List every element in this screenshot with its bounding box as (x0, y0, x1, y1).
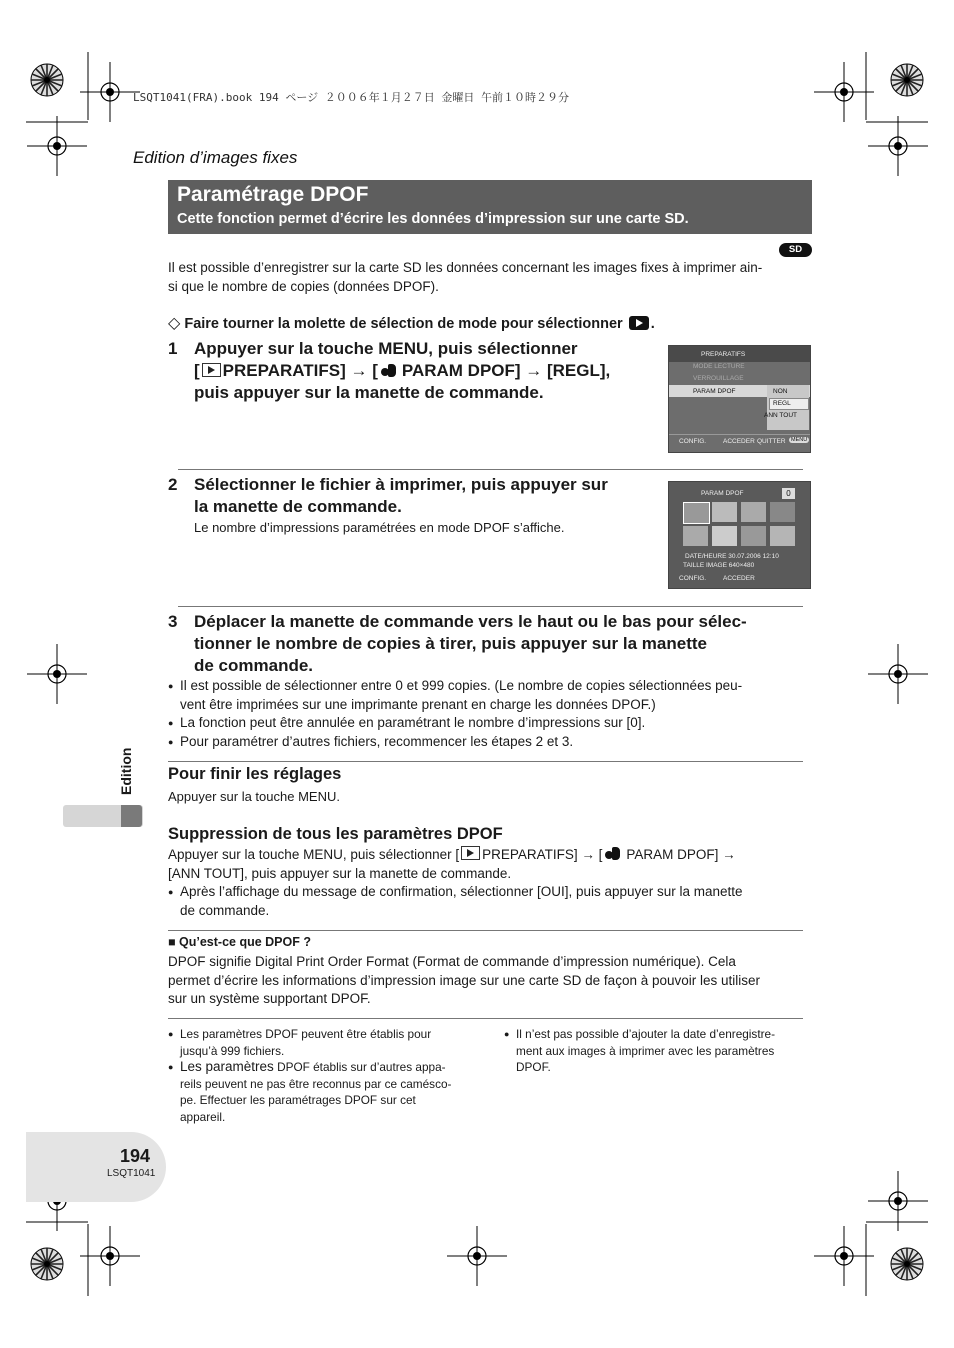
note-2-line-1 (180, 1059, 488, 1076)
section-title: Edition d’images fixes (133, 148, 298, 167)
finish-text: Appuyer sur la touche MENU. (168, 789, 340, 804)
print-icon (605, 847, 623, 861)
bullet-1-line-2: vent être imprimées sur une imprimante prenant en charge les données DPOF.) (180, 696, 656, 712)
step-1 (168, 338, 658, 404)
note-2-line-3: pe. Effectuer les paramétrages DPOF sur cet (180, 1093, 416, 1107)
preface-end: . (650, 316, 655, 332)
page-number: 194 (120, 1146, 151, 1166)
step-2-description: Le nombre d’impressions paramétrées en mode DPOF s’affiche. (194, 520, 565, 535)
menu-item-verrouillage: VERROUILLAGE (693, 375, 744, 382)
date-value: 30.07.2006 12:10 (728, 553, 779, 560)
bullet-1-line-1: ● Il est possible de sélectionner entre 0 et 999 copies. (Le nombre de copies sélectionnées peu- (180, 678, 743, 693)
size-row (683, 562, 754, 569)
divider (178, 469, 803, 470)
intro-line-2: si que le nombre de copies (données DPOF). (168, 279, 439, 294)
list-item (168, 1059, 488, 1125)
list-item (504, 1026, 814, 1076)
note-2-small: DPOF établis sur d’autres appa- (273, 1060, 446, 1074)
print-icon (381, 364, 399, 378)
list-item (168, 1026, 488, 1059)
divider (168, 1018, 803, 1019)
suppression-text (168, 846, 813, 920)
note-2-line-2: reils peuvent ne pas être reconnus par ce camésco- (180, 1076, 452, 1091)
step-3-bullets (168, 677, 808, 751)
qa-heading: ■ Qu’est-ce que DPOF ? (168, 935, 311, 949)
divider (168, 930, 803, 931)
footer-acceder: ACCEDER (723, 438, 755, 445)
date-label: DATE/HEURE (685, 553, 727, 560)
divider (168, 761, 803, 762)
page-number-box (26, 1132, 166, 1202)
qa-line-1: DPOF signifie Digital Print Order Format (Format de commande d’impression numérique). Cela (168, 954, 736, 969)
playback-mode-icon (202, 363, 221, 377)
playback-mode-icon (461, 846, 480, 860)
notes-left (168, 1026, 488, 1125)
preface-instruction (168, 314, 655, 334)
note-2-line-4: appareil. (180, 1109, 226, 1124)
step-1-param: PARAM DPOF] → [REGL], (401, 361, 611, 380)
suppression-l1c: PARAM DPOF] → (626, 847, 736, 862)
menu-screenshot (668, 345, 811, 453)
date-row (685, 553, 779, 560)
footer-quitter: QUITTER (757, 438, 786, 445)
dpof-screen-title: PARAM DPOF (701, 490, 744, 497)
footer-config: CONFIG. (679, 438, 707, 445)
intro-line-1: Il est possible d’enregistrer sur la carte SD les données concernant les images fixes à imprimer ain- (168, 260, 763, 275)
suppression-bullet-line-2: de commande. (180, 902, 270, 918)
step-3-line-1: Déplacer la manette de commande vers le haut ou le bas pour sélec- (194, 612, 747, 631)
menu-item-mode-lecture: MODE LECTURE (693, 363, 745, 370)
step-2-line-1: Sélectionner le fichier à imprimer, puis appuyer sur (194, 475, 608, 494)
step-3-line-2: tionner le nombre de copies à tirer, puis appuyer sur la manette (194, 634, 707, 653)
note-3-line-2: ment aux images à imprimer avec les paramètres (516, 1043, 775, 1058)
note-1-line-1: ● Les paramètres DPOF peuvent être établis pour (180, 1027, 432, 1041)
suppression-bullet-line-1: ● Après l’affichage du message de confirmation, sélectionner [OUI], puis appuyer sur la manette (180, 884, 743, 899)
list-item (168, 677, 808, 714)
page-code: LSQT1041 (107, 1168, 156, 1179)
dpof-footer-acceder: ACCEDER (723, 575, 755, 582)
picture-mode-icon (629, 316, 649, 330)
side-label-text: Edition (118, 747, 134, 795)
diamond-icon: ◇ (168, 315, 181, 332)
finish-heading: Pour finir les réglages (168, 765, 342, 783)
suppression-line-1 (168, 846, 813, 865)
bracket: [ (194, 361, 200, 380)
step-1-number: 1 (168, 339, 178, 358)
list-item (168, 883, 813, 920)
dpof-screenshot (668, 481, 811, 589)
step-3-line-3: de commande. (194, 656, 314, 675)
qa-line-2: permet d’écrire les informations d’impression image sur une carte SD de façon à pouvoir les utiliser (168, 972, 761, 988)
qa-line-3: sur un système supportant DPOF. (168, 991, 371, 1006)
page-subtitle: Cette fonction permet d’écrire les données d’impression sur une carte SD. (177, 211, 689, 227)
step-3 (168, 611, 808, 677)
preface-text: Faire tourner la molette de sélection de mode pour sélectionner (184, 316, 623, 332)
note-2-big: Les paramètres (180, 1059, 274, 1074)
step-3-number: 3 (168, 612, 178, 631)
menu-screen-title: PREPARATIFS (701, 351, 746, 358)
divider (178, 606, 803, 607)
step-1-line-1: Appuyer sur la touche MENU, puis sélectionner (194, 339, 578, 358)
size-value: 640×480 (728, 562, 755, 569)
note-3-line-3: DPOF. (516, 1060, 551, 1074)
note-3-line-1: ● Il n’est pas possible d’ajouter la date d’enregistre- (516, 1027, 776, 1041)
step-2-number: 2 (168, 475, 178, 494)
size-label: TAILLE IMAGE (683, 562, 727, 569)
dpof-footer-config: CONFIG. (679, 575, 707, 582)
list-item: ● Pour paramétrer d’autres fichiers, recommencer les étapes 2 et 3. (168, 733, 808, 752)
option-ann-tout: ANN TOUT (764, 412, 797, 419)
suppression-l1a: Appuyer sur la touche MENU, puis sélectionner [ (168, 847, 460, 862)
list-item: ● La fonction peut être annulée en paramétrant le nombre d’impressions sur [0]. (168, 714, 808, 733)
menu-item-param-dpof: PARAM DPOF (693, 388, 736, 395)
intro-text (168, 258, 818, 296)
suppression-line-2: [ANN TOUT], puis appuyer sur la manette de commande. (168, 865, 512, 881)
footer-menu-button: MENU (791, 437, 808, 443)
option-regl: REGL (773, 400, 791, 407)
step-2 (168, 474, 658, 518)
note-1-line-2: jusqu’à 999 fichiers. (180, 1043, 285, 1058)
option-non: NON (773, 388, 788, 395)
sd-badge: SD (779, 243, 812, 257)
step-2-line-2: la manette de commande. (194, 497, 402, 516)
page-title: Paramétrage DPOF (177, 183, 369, 206)
thumbnail-grid (683, 502, 798, 548)
suppression-heading: Suppression de tous les paramètres DPOF (168, 825, 503, 843)
step-1-line-3: puis appuyer sur la manette de commande. (194, 383, 544, 402)
title-banner (168, 180, 812, 234)
step-1-preparatifs: PREPARATIFS] → [ (222, 361, 378, 380)
qa-text (168, 953, 818, 1009)
side-label (116, 737, 136, 797)
file-header: LSQT1041(FRA).book 194 ページ ２００６年１月２７日 金曜日 午前１０時２９分 (133, 91, 569, 104)
copy-count: 0 (782, 488, 795, 499)
side-tab-marker (121, 805, 142, 827)
notes-right (504, 1026, 814, 1076)
suppression-l1b: PREPARATIFS] → [ (482, 847, 603, 862)
step-1-line-2 (194, 360, 658, 382)
